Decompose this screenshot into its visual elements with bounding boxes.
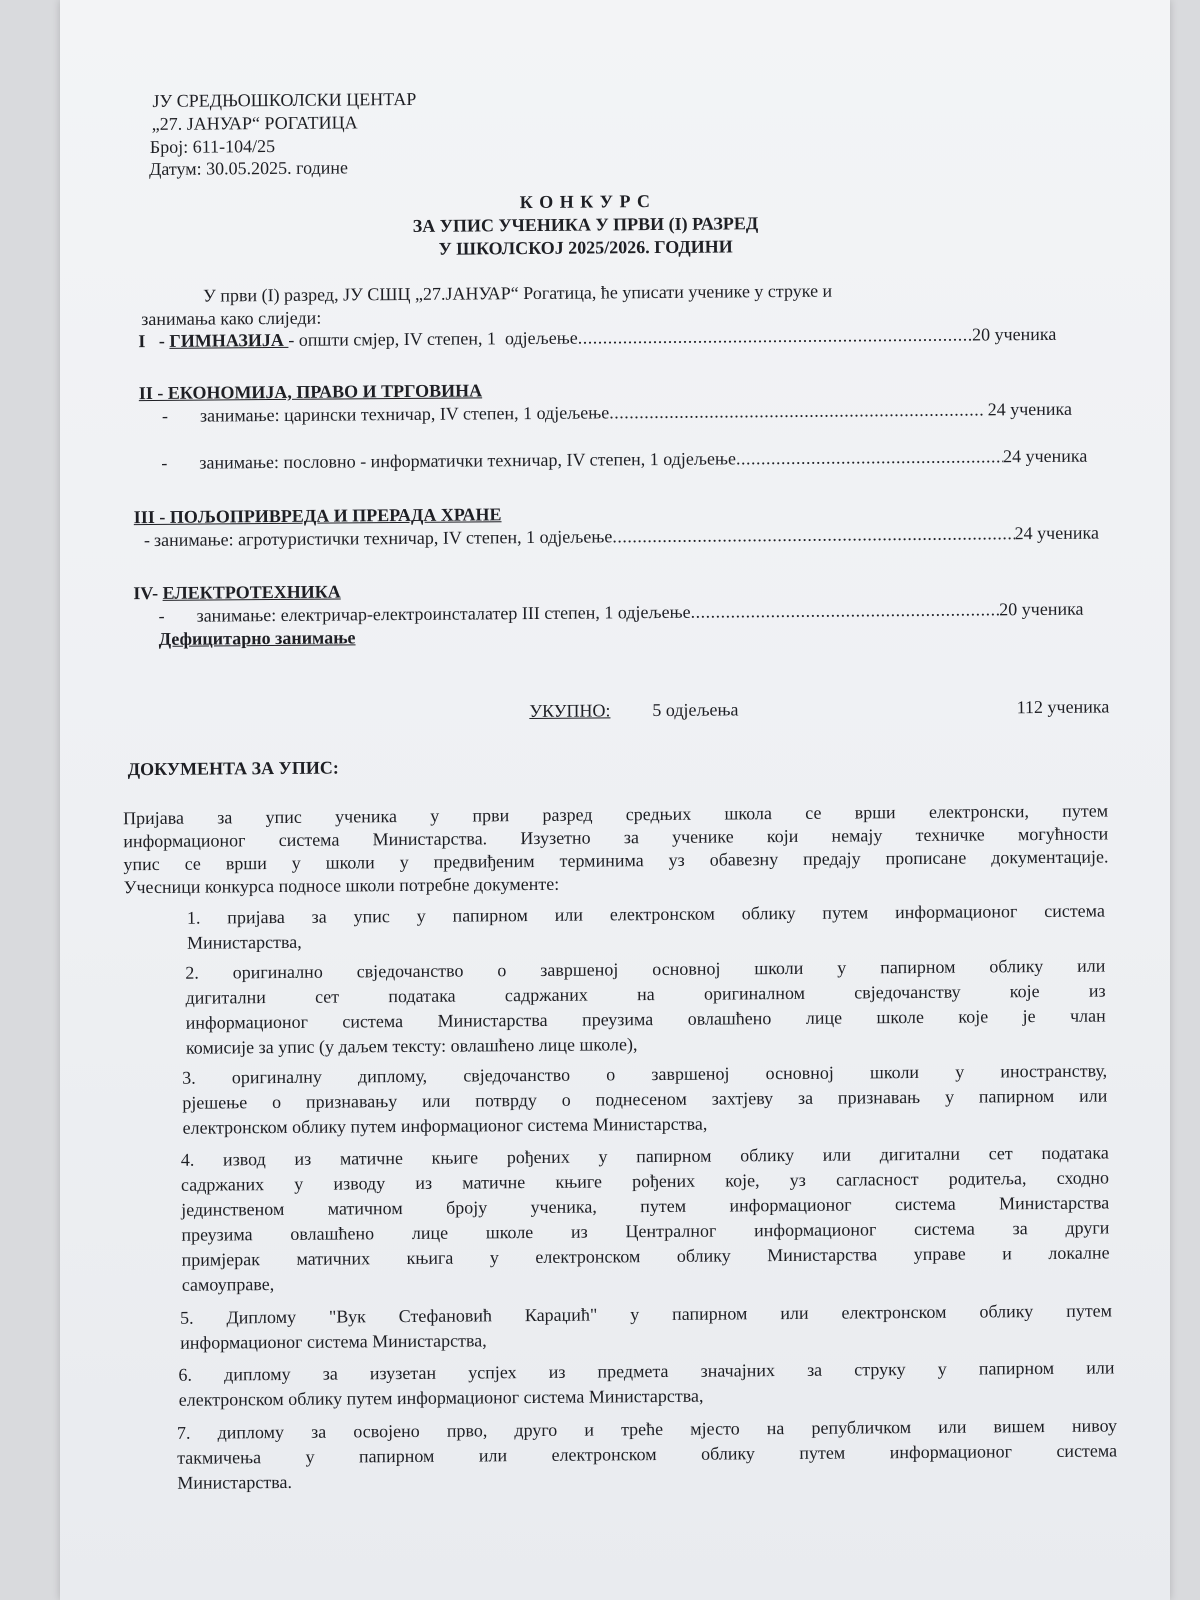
document-item-line: 2. оригинално свједочанство о завршеној основној школи у папирном облику или	[185, 955, 1106, 983]
documents-intro-line: упис се врши у школи у предвиђеним терминима уз обавезну предају прописане документације.	[123, 846, 1109, 875]
document-page	[60, 0, 1170, 1600]
document-item-line: информационог система Министарства преузима овлашћено лице школе које је члан	[185, 1005, 1106, 1033]
document-number: Број: 611-104/25	[149, 136, 276, 157]
intro-line2: занимања како слиједи:	[141, 307, 322, 330]
occupation-text: занимање: царински техничар, IV степен, 1 одјељење	[199, 402, 610, 426]
dot-leader	[609, 398, 983, 423]
student-count: 24 ученика	[983, 398, 1073, 420]
document-item-line: 5. Диплому "Вук Стефановић Караџић" у папирном или електронском облику путем	[179, 1300, 1113, 1328]
occupation-text: занимање: пословно - информатички техничар, IV степен, 1 одјељење	[199, 448, 736, 473]
section-heading-agriculture: III - ПОЉОПРИВРЕДА И ПРЕРАДА ХРАНЕ	[133, 504, 502, 528]
document-item-last: Министарства,	[187, 931, 302, 953]
document-item-line: 6. диплому за изузетан успјех из предмета значајних за струку у папирном или	[178, 1357, 1115, 1385]
total-row	[529, 695, 1109, 722]
document-item-line: такмичења у папирном или електронском облику путем информационог система	[177, 1440, 1118, 1468]
document-item-line: 7. диплому за освојено прво, друго и треће мјесто на републичком или вишем нивоу	[176, 1415, 1118, 1443]
document-item-line: 3. оригиналну диплому, свједочанство о завршеној основној школи у иностранству,	[182, 1060, 1108, 1088]
total-label: УКУПНО:	[529, 700, 611, 722]
document-item-line: 1. пријава за упис у папирном или електронском облику путем информационог система	[186, 900, 1105, 928]
section-heading-economy: II - ЕКОНОМИЈА, ПРАВО И ТРГОВИНА	[138, 380, 483, 404]
section-title: ЕЛЕКТРОТЕХНИКА	[162, 581, 341, 603]
bullet: -	[161, 452, 168, 473]
document-item-line: преузима овлашћено лице школе из Централног информационог система за други	[181, 1217, 1110, 1245]
documents-intro-line: Пријава за упис ученика у први разред средњих школа се врши електронски, путем	[123, 800, 1109, 829]
document-date: Датум: 30.05.2025. године	[148, 157, 349, 179]
document-item-line: примјерак матичних књига у електронском облику Министарства управе и локалне	[181, 1242, 1110, 1270]
section-heading-electro	[133, 581, 341, 605]
occupation-row	[161, 445, 1087, 474]
section-prefix: IV-	[133, 582, 163, 604]
document-item-line: јединственом матичном броју ученика, путем информационог система Министарства	[181, 1192, 1110, 1220]
section-prefix: I -	[138, 330, 170, 352]
title-line3: У ШКОЛСКОЈ 2025/2026. ГОДИНИ	[438, 236, 733, 259]
student-count: 20 ученика	[971, 323, 1057, 345]
document-item-line: садржаних у изводу из матичне књиге рођених које, уз сагласност родитеља, сходно	[180, 1167, 1110, 1195]
section-title: ГИМНАЗИЈА	[169, 329, 289, 351]
document-item-last: Министарства.	[177, 1471, 293, 1493]
documents-intro-line: информационог система Министарства. Изузетно за ученике који немају техничке могућности	[123, 823, 1109, 852]
document-item-line: дигитални сет података садржаних на оригиналном свједочанству које из	[185, 980, 1106, 1008]
school-location: „27. ЈАНУАР“ РОГАТИЦА	[151, 112, 358, 134]
total-departments: 5 одјељења	[652, 699, 739, 721]
title-konkurs: К О Н К У Р С	[519, 191, 652, 213]
occupation-text: занимање: агротуристички техничар, IV степен, 1 одјељење	[153, 526, 613, 550]
documents-intro-last: Учесници конкурса подносе школи потребне документе:	[123, 873, 560, 898]
school-name: ЈУ СРЕДЊОШКОЛСКИ ЦЕНТАР	[152, 88, 417, 111]
student-count: 24 ученика	[1014, 522, 1099, 544]
document-item-last: електронском облику путем информационог система Министарства,	[178, 1385, 704, 1410]
dot-leader	[578, 324, 973, 349]
dot-leader	[690, 598, 999, 622]
dot-leader	[736, 445, 1003, 469]
document-item-last: самоуправе,	[181, 1274, 275, 1295]
deficit-note: Дефицитарно занимање	[158, 627, 356, 649]
student-count: 24 ученика	[1002, 445, 1088, 467]
bullet: -	[161, 405, 169, 426]
document-item-last: комисије за упис (у даљем тексту: овлашћено лице школе),	[185, 1034, 638, 1058]
document-item-last: информационог система Министарства,	[180, 1330, 487, 1353]
intro-line1: У први (I) разред, ЈУ СШЦ „27.ЈАНУАР“ Рогатица, ће уписати ученике у струке и	[202, 280, 833, 306]
document-item-line: рјешење о признавању или потврду о поднесеном захтјеву за признавањ у папирном или	[182, 1085, 1108, 1113]
bullet: -	[143, 529, 151, 551]
section-description: - општи смјер, IV степен, 1 одјељење	[288, 327, 578, 350]
documents-heading: ДОКУМЕНТА ЗА УПИС:	[127, 757, 339, 780]
student-count: 20 ученика	[999, 598, 1084, 620]
document-item-line: 4. извод из матичне књиге рођених у папирном облику или дигитални сет података	[180, 1142, 1109, 1170]
total-students: 112 ученика	[1016, 696, 1110, 718]
bullet: -	[158, 605, 165, 626]
occupation-text: занимање: електричар-електроинсталатер III степен, 1 одјељење	[196, 601, 691, 626]
title-line2: ЗА УПИС УЧЕНИКА У ПРВИ (I) РАЗРЕД	[412, 213, 759, 236]
document-item-last: електронском облику путем информационог система Министарства,	[182, 1113, 708, 1138]
dot-leader	[612, 522, 1015, 547]
